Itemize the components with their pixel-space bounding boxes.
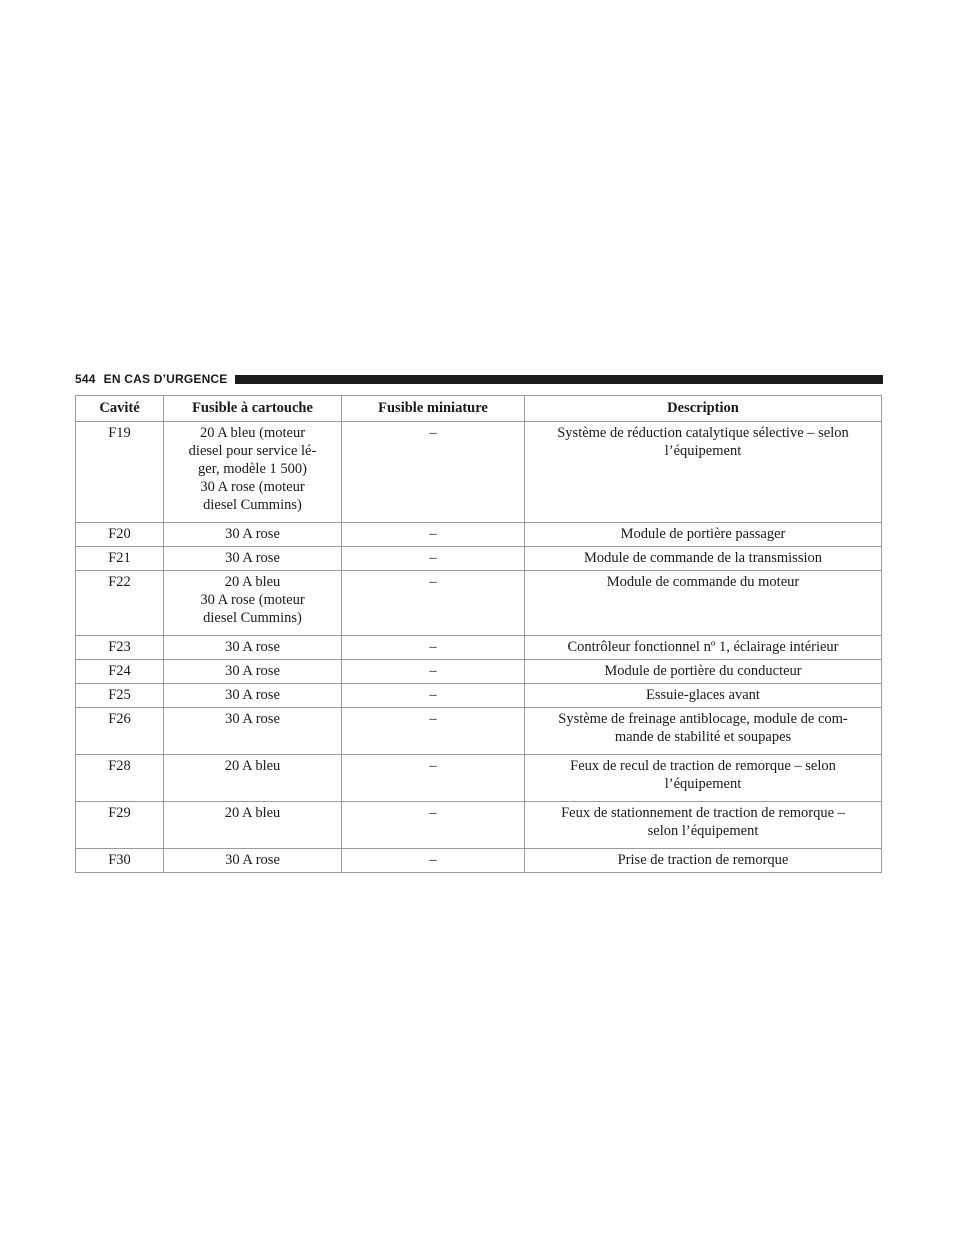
- cavity-cell: F26: [76, 708, 164, 755]
- column-header-cartridge-fuse: Fusible à cartouche: [164, 396, 342, 422]
- cartridge-fuse-cell-line: diesel Cummins): [203, 610, 302, 626]
- description-cell-line: Module de portière passager: [620, 526, 786, 542]
- table-body: [76, 422, 882, 873]
- cartridge-fuse-cell-line: ger, modèle 1 500): [198, 461, 307, 477]
- description-cell-line: selon l’équipement: [647, 823, 759, 839]
- mini-fuse-cell: –: [342, 523, 525, 547]
- cartridge-fuse-cell: [164, 422, 342, 523]
- table-row: [76, 660, 882, 684]
- cartridge-fuse-cell: [164, 849, 342, 873]
- cartridge-fuse-cell-line: diesel pour service lé-: [188, 443, 317, 459]
- mini-fuse-cell: –: [342, 660, 525, 684]
- table-row: [76, 802, 882, 849]
- cartridge-fuse-cell: [164, 708, 342, 755]
- cartridge-fuse-cell: [164, 636, 342, 660]
- cartridge-fuse-cell-line: 20 A bleu (moteur: [199, 425, 306, 441]
- description-cell-line: Feux de recul de traction de remorque – selon: [570, 758, 836, 774]
- cartridge-fuse-cell-line: 20 A bleu: [224, 805, 281, 821]
- mini-fuse-cell: –: [342, 684, 525, 708]
- cavity-cell: F24: [76, 660, 164, 684]
- table-row: [76, 708, 882, 755]
- description-cell: [525, 523, 882, 547]
- cartridge-fuse-cell: [164, 571, 342, 636]
- column-header-description: Description: [525, 396, 882, 422]
- description-cell: [525, 802, 882, 849]
- table-row: [76, 684, 882, 708]
- cavity-cell: F20: [76, 523, 164, 547]
- cartridge-fuse-cell: [164, 755, 342, 802]
- cartridge-fuse-cell-line: 30 A rose: [225, 852, 280, 868]
- description-cell-line: Système de freinage antiblocage, module de com-: [558, 711, 848, 727]
- cartridge-fuse-cell-line: 20 A bleu: [224, 574, 281, 590]
- mini-fuse-cell: –: [342, 636, 525, 660]
- mini-fuse-cell: –: [342, 849, 525, 873]
- description-cell-line: Système de réduction catalytique sélective – selon: [557, 425, 849, 441]
- cavity-cell: F23: [76, 636, 164, 660]
- cartridge-fuse-cell-line: 30 A rose: [225, 639, 280, 655]
- mini-fuse-cell: –: [342, 571, 525, 636]
- description-cell: [525, 571, 882, 636]
- description-cell-line: Module de commande du moteur: [606, 574, 800, 590]
- cavity-cell: F29: [76, 802, 164, 849]
- cartridge-fuse-cell-line: 30 A rose (moteur: [200, 592, 305, 608]
- table-header-row: [76, 396, 882, 422]
- description-cell: [525, 755, 882, 802]
- section-title: EN CAS D’URGENCE: [103, 372, 228, 386]
- table-row: [76, 547, 882, 571]
- cartridge-fuse-cell-line: diesel Cummins): [203, 497, 302, 513]
- description-cell: [525, 636, 882, 660]
- description-cell-line: Feux de stationnement de traction de remorque –: [561, 805, 845, 821]
- description-cell-line: l’équipement: [664, 776, 742, 792]
- description-cell-line: Module de portière du conducteur: [604, 663, 802, 679]
- cartridge-fuse-cell-line: 30 A rose: [225, 550, 280, 566]
- cartridge-fuse-cell-line: 20 A bleu: [224, 758, 281, 774]
- description-cell-line: Contrôleur fonctionnel nº 1, éclairage intérieur: [567, 639, 839, 655]
- header-rule: [235, 375, 883, 384]
- table-row: [76, 755, 882, 802]
- mini-fuse-cell: –: [342, 547, 525, 571]
- table-row: [76, 571, 882, 636]
- cavity-cell: F22: [76, 571, 164, 636]
- cavity-cell: F30: [76, 849, 164, 873]
- mini-fuse-cell: –: [342, 422, 525, 523]
- description-cell-line: l’équipement: [664, 443, 742, 459]
- fuse-table: [75, 395, 882, 873]
- description-cell-line: Module de commande de la transmission: [584, 550, 822, 566]
- cartridge-fuse-cell: [164, 660, 342, 684]
- page-header: [75, 371, 883, 387]
- table-row: [76, 849, 882, 873]
- table-row: [76, 523, 882, 547]
- cartridge-fuse-cell-line: 30 A rose: [225, 711, 280, 727]
- table-row: [76, 636, 882, 660]
- cartridge-fuse-cell: [164, 802, 342, 849]
- description-cell-line: Essuie-glaces avant: [646, 687, 760, 703]
- cartridge-fuse-cell: [164, 523, 342, 547]
- description-cell: [525, 422, 882, 523]
- description-cell: [525, 547, 882, 571]
- description-cell-line: mande de stabilité et soupapes: [614, 729, 792, 745]
- cavity-cell: F25: [76, 684, 164, 708]
- cartridge-fuse-cell-line: 30 A rose: [225, 687, 280, 703]
- description-cell-line: Prise de traction de remorque: [617, 852, 789, 868]
- column-header-cavity: Cavité: [76, 396, 164, 422]
- mini-fuse-cell: –: [342, 708, 525, 755]
- cavity-cell: F21: [76, 547, 164, 571]
- cartridge-fuse-cell-line: 30 A rose (moteur: [200, 479, 305, 495]
- column-header-mini-fuse: Fusible miniature: [342, 396, 525, 422]
- cavity-cell: F28: [76, 755, 164, 802]
- description-cell: [525, 849, 882, 873]
- page-number: 544: [75, 372, 96, 386]
- description-cell: [525, 708, 882, 755]
- description-cell: [525, 660, 882, 684]
- table-row: [76, 422, 882, 523]
- cartridge-fuse-cell: [164, 684, 342, 708]
- description-cell: [525, 684, 882, 708]
- mini-fuse-cell: –: [342, 802, 525, 849]
- cartridge-fuse-cell: [164, 547, 342, 571]
- cartridge-fuse-cell-line: 30 A rose: [225, 663, 280, 679]
- cavity-cell: F19: [76, 422, 164, 523]
- mini-fuse-cell: –: [342, 755, 525, 802]
- cartridge-fuse-cell-line: 30 A rose: [225, 526, 280, 542]
